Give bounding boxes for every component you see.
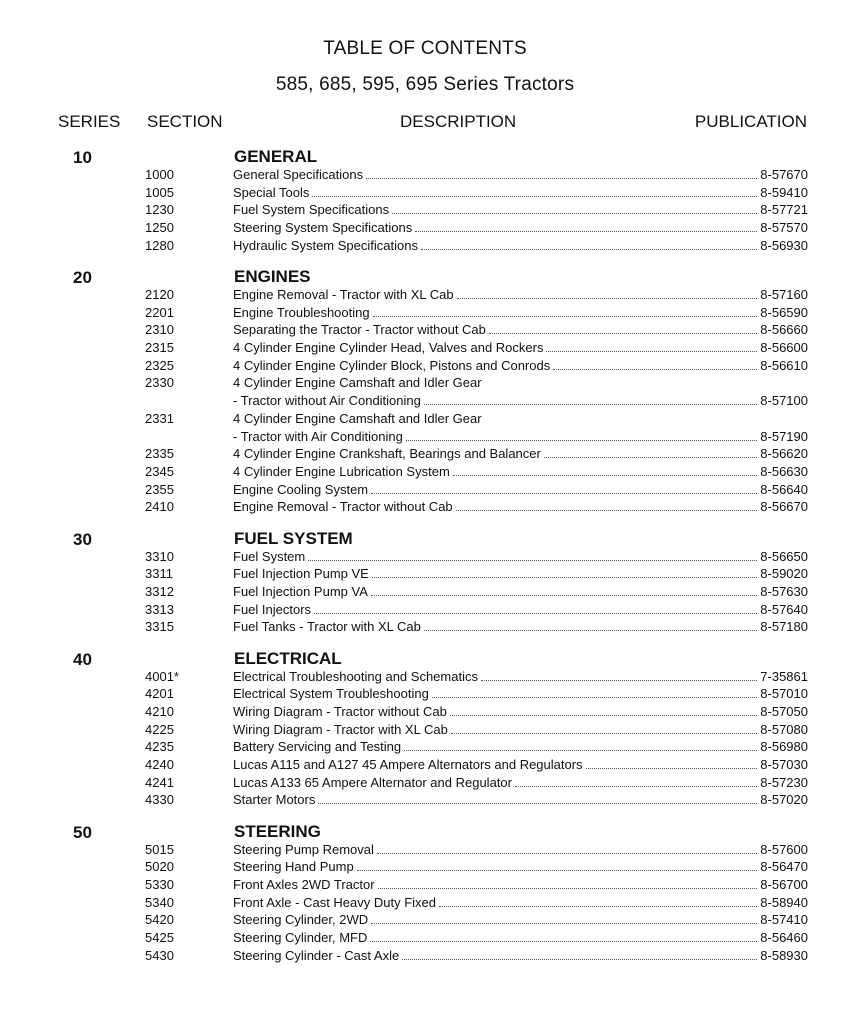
description-line — [233, 357, 808, 375]
toc-group — [0, 822, 850, 965]
toc-row — [0, 481, 850, 499]
dot-leader — [450, 705, 757, 716]
section-number: 2335 — [145, 446, 174, 462]
section-number: 4225 — [145, 721, 174, 737]
toc-group — [0, 147, 850, 254]
description-text: Lucas A133 65 Ampere Alternator and Regulator — [233, 774, 512, 790]
publication-number: 8-57410 — [760, 912, 808, 928]
dot-leader — [371, 913, 757, 924]
dot-leader — [421, 239, 757, 250]
section-number: 4201 — [145, 686, 174, 702]
dot-leader — [404, 740, 757, 751]
section-number: 2330 — [145, 375, 174, 391]
description-line — [233, 858, 808, 876]
toc-row — [0, 321, 850, 339]
column-header-publication: PUBLICATION — [694, 112, 807, 131]
toc-group — [0, 649, 850, 810]
toc-row — [0, 286, 850, 304]
toc-row — [0, 357, 850, 375]
description-text: Steering Cylinder - Cast Axle — [233, 947, 400, 963]
dot-leader — [481, 670, 757, 681]
dot-leader — [515, 776, 757, 787]
description-text: Separating the Tractor - Tractor without Cab — [233, 322, 486, 338]
description-text: Electrical System Troubleshooting — [233, 686, 429, 702]
section-number: 2315 — [145, 340, 174, 356]
dot-leader — [372, 567, 757, 578]
dot-leader — [439, 896, 757, 907]
section-number: 3315 — [145, 619, 174, 635]
section-number: 2331 — [145, 410, 174, 426]
publication-number: 8-56590 — [760, 304, 808, 320]
description-text: 4 Cylinder Engine Lubrication System — [233, 463, 450, 479]
toc-row — [0, 445, 850, 463]
description-line — [233, 929, 808, 947]
section-number: 4240 — [145, 757, 174, 773]
description-line — [233, 237, 808, 255]
publication-number: 8-57230 — [760, 774, 808, 790]
description-line — [233, 721, 808, 739]
toc-row — [0, 894, 850, 912]
section-number: 4001* — [145, 668, 179, 684]
publication-number: 8-57600 — [760, 841, 808, 857]
description-line — [233, 703, 808, 721]
toc-row — [0, 374, 850, 392]
series-number: 50 — [73, 822, 92, 842]
toc-row — [0, 668, 850, 686]
publication-number: 8-57640 — [760, 601, 808, 617]
toc-row — [0, 721, 850, 739]
publication-number: 8-57721 — [760, 202, 808, 218]
publication-number: 8-57190 — [760, 428, 808, 444]
publication-number: 8-56930 — [760, 237, 808, 253]
publication-number: 8-56640 — [760, 481, 808, 497]
dot-leader — [451, 723, 757, 734]
dot-leader — [553, 359, 757, 370]
toc-row — [0, 601, 850, 619]
section-number: 5420 — [145, 912, 174, 928]
description-text: Wiring Diagram - Tractor with XL Cab — [233, 721, 448, 737]
toc-row — [0, 201, 850, 219]
publication-number: 8-57160 — [760, 287, 808, 303]
section-number: 3313 — [145, 601, 174, 617]
section-number: 2345 — [145, 463, 174, 479]
dot-leader — [489, 323, 757, 334]
dot-leader — [546, 341, 757, 352]
description-text: Hydraulic System Specifications — [233, 237, 418, 253]
description-line — [233, 876, 808, 894]
publication-number: 8-57100 — [760, 393, 808, 409]
section-number: 2120 — [145, 287, 174, 303]
description-text: 4 Cylinder Engine Cylinder Head, Valves and Rockers — [233, 340, 544, 356]
description-text: Steering Pump Removal — [233, 841, 374, 857]
description-text: General Specifications — [233, 167, 364, 182]
toc-row — [0, 166, 850, 184]
description-text: Battery Servicing and Testing — [233, 739, 402, 755]
dot-leader — [314, 603, 757, 614]
toc-row — [0, 237, 850, 255]
section-number: 2410 — [145, 499, 174, 515]
group-title: STEERING — [234, 821, 321, 841]
toc-row — [0, 618, 850, 636]
section-number: 4241 — [145, 774, 174, 790]
section-number: 5430 — [145, 947, 174, 963]
toc-group — [0, 267, 850, 516]
description-text: Front Axle - Cast Heavy Duty Fixed — [233, 894, 437, 910]
toc-row — [0, 583, 850, 601]
publication-number: 8-57670 — [760, 167, 808, 182]
table-of-contents — [0, 147, 850, 977]
series-number: 10 — [73, 148, 92, 167]
section-number: 4210 — [145, 703, 174, 719]
section-number: 5020 — [145, 859, 174, 875]
dot-leader — [357, 860, 758, 871]
description-line — [233, 339, 808, 357]
section-number: 3311 — [145, 566, 173, 582]
toc-row — [0, 392, 850, 410]
toc-row — [0, 548, 850, 566]
publication-number: 8-57020 — [760, 792, 808, 808]
dot-leader — [312, 186, 757, 197]
section-number: 5015 — [145, 841, 174, 857]
description-line — [233, 321, 808, 339]
publication-number: 8-57050 — [760, 703, 808, 719]
toc-row — [0, 911, 850, 929]
toc-row — [0, 703, 850, 721]
publication-number: 8-56660 — [760, 322, 808, 338]
description-text: Engine Troubleshooting — [233, 304, 370, 320]
dot-leader — [371, 483, 757, 494]
description-text: - Tractor without Air Conditioning — [233, 393, 421, 409]
description-line — [233, 565, 808, 583]
column-header-series: SERIES — [58, 112, 121, 131]
description-text: Steering Hand Pump — [233, 859, 354, 875]
toc-row — [0, 685, 850, 703]
section-number: 4330 — [145, 792, 174, 808]
publication-number: 8-57010 — [760, 686, 808, 702]
dot-leader — [378, 878, 758, 889]
description-text: Engine Removal - Tractor without Cab — [233, 499, 453, 515]
toc-row — [0, 428, 850, 446]
group-title: ENGINES — [234, 267, 311, 287]
description-line — [233, 463, 808, 481]
publication-number: 8-59020 — [760, 566, 808, 582]
description-text: Steering Cylinder, MFD — [233, 930, 368, 946]
publication-number: 8-57570 — [760, 220, 808, 236]
description-text: Fuel System Specifications — [233, 202, 390, 218]
series-number: 20 — [73, 268, 92, 288]
group-title: ELECTRICAL — [234, 648, 342, 668]
description-line — [233, 618, 808, 636]
description-line — [233, 668, 808, 686]
section-number: 1250 — [145, 220, 174, 236]
description-line — [233, 428, 808, 446]
publication-number: 8-56600 — [760, 340, 808, 356]
section-number: 5330 — [145, 877, 174, 893]
publication-number: 8-59410 — [760, 184, 808, 200]
dot-leader — [308, 550, 757, 561]
section-number: 5340 — [145, 894, 174, 910]
section-number: 4235 — [145, 739, 174, 755]
description-line — [233, 498, 808, 516]
column-header-section: SECTION — [147, 112, 223, 131]
section-number: 1005 — [145, 184, 174, 200]
dot-leader — [424, 620, 757, 631]
publication-number: 7-35861 — [760, 668, 808, 684]
description-text: 4 Cylinder Engine Camshaft and Idler Gear — [233, 375, 482, 391]
publication-number: 8-57630 — [760, 583, 808, 599]
description-text: Fuel Injection Pump VA — [233, 583, 368, 599]
description-text: Steering System Specifications — [233, 220, 413, 236]
dot-leader — [371, 585, 757, 596]
dot-leader — [370, 931, 757, 942]
section-number: 1230 — [145, 202, 174, 218]
dot-leader — [453, 465, 758, 476]
publication-number: 8-56670 — [760, 499, 808, 515]
publication-number: 8-58940 — [760, 894, 808, 910]
section-number: 3312 — [145, 583, 174, 599]
description-line — [233, 947, 808, 965]
description-text: Lucas A115 and A127 45 Ampere Alternators and Regulators — [233, 757, 583, 773]
toc-row — [0, 774, 850, 792]
description-line — [233, 445, 808, 463]
description-text: Engine Removal - Tractor with XL Cab — [233, 287, 454, 303]
toc-row — [0, 858, 850, 876]
description-line — [233, 392, 808, 410]
section-number: 2310 — [145, 322, 174, 338]
toc-row — [0, 463, 850, 481]
description-line — [233, 791, 808, 809]
section-number: 2355 — [145, 481, 174, 497]
description-text: Steering Cylinder, 2WD — [233, 912, 369, 928]
publication-number: 8-56980 — [760, 739, 808, 755]
description-line — [233, 774, 808, 792]
publication-number: 8-56650 — [760, 548, 808, 564]
description-text: Fuel System — [233, 548, 306, 564]
page-title: TABLE OF CONTENTS — [323, 38, 527, 59]
publication-number: 8-56610 — [760, 357, 808, 373]
toc-group — [0, 529, 850, 636]
description-line — [233, 201, 808, 219]
dot-leader — [544, 447, 757, 458]
description-line — [233, 374, 808, 392]
section-number: 1280 — [145, 237, 174, 253]
publication-number: 8-56700 — [760, 877, 808, 893]
dot-leader — [456, 500, 758, 511]
description-line — [233, 166, 808, 184]
dot-leader — [432, 687, 757, 698]
column-header-description: DESCRIPTION — [400, 112, 517, 131]
publication-number: 8-56470 — [760, 859, 808, 875]
toc-row — [0, 304, 850, 322]
publication-number: 8-58930 — [760, 947, 808, 963]
publication-number: 8-57180 — [760, 619, 808, 635]
toc-row — [0, 929, 850, 947]
toc-row — [0, 565, 850, 583]
dot-leader — [457, 288, 758, 299]
description-text: Fuel Injection Pump VE — [233, 566, 369, 582]
description-line — [233, 894, 808, 912]
description-text: 4 Cylinder Engine Camshaft and Idler Gear — [233, 410, 482, 426]
section-number: 5425 — [145, 930, 174, 946]
description-line — [233, 184, 808, 202]
dot-leader — [402, 949, 757, 960]
dot-leader — [424, 394, 757, 405]
publication-number: 8-57080 — [760, 721, 808, 737]
series-number: 30 — [73, 529, 92, 549]
publication-number: 8-56620 — [760, 446, 808, 462]
description-line — [233, 911, 808, 929]
description-line — [233, 219, 808, 237]
description-line — [233, 548, 808, 566]
toc-row — [0, 498, 850, 516]
toc-row — [0, 756, 850, 774]
description-line — [233, 304, 808, 322]
description-text: Engine Cooling System — [233, 481, 369, 497]
section-number: 2325 — [145, 357, 174, 373]
dot-leader — [406, 430, 757, 441]
dot-leader — [318, 793, 757, 804]
section-number: 3310 — [145, 548, 174, 564]
section-number: 2201 — [145, 304, 174, 320]
toc-row — [0, 339, 850, 357]
description-text: 4 Cylinder Engine Cylinder Block, Pistons and Conrods — [233, 357, 551, 373]
description-text: Wiring Diagram - Tractor without Cab — [233, 703, 447, 719]
toc-row — [0, 184, 850, 202]
toc-row — [0, 947, 850, 965]
page-subtitle: 585, 685, 595, 695 Series Tractors — [275, 74, 575, 95]
description-text: Fuel Tanks - Tractor with XL Cab — [233, 619, 421, 635]
toc-row — [0, 738, 850, 756]
toc-row — [0, 841, 850, 859]
description-line — [233, 481, 808, 499]
group-title: FUEL SYSTEM — [234, 528, 353, 548]
dot-leader — [586, 758, 758, 769]
toc-row — [0, 219, 850, 237]
toc-row — [0, 791, 850, 809]
dot-leader — [373, 306, 758, 317]
series-number: 40 — [73, 649, 92, 669]
section-number: 1000 — [145, 167, 174, 182]
publication-number: 8-56630 — [760, 463, 808, 479]
description-line — [233, 738, 808, 756]
description-text: Special Tools — [233, 184, 310, 200]
description-line — [233, 583, 808, 601]
description-line — [233, 286, 808, 304]
toc-row — [0, 876, 850, 894]
publication-number: 8-57030 — [760, 757, 808, 773]
group-title: GENERAL — [234, 147, 318, 166]
dot-leader — [377, 843, 757, 854]
description-line — [233, 601, 808, 619]
description-line — [233, 410, 808, 428]
description-line — [233, 841, 808, 859]
publication-number: 8-56460 — [760, 930, 808, 946]
description-text: Starter Motors — [233, 792, 316, 808]
description-text: 4 Cylinder Engine Crankshaft, Bearings and Balancer — [233, 446, 541, 462]
dot-leader — [415, 221, 757, 232]
toc-row — [0, 410, 850, 428]
dot-leader — [366, 168, 757, 179]
description-text: Front Axles 2WD Tractor — [233, 877, 375, 893]
description-text: Electrical Troubleshooting and Schematics — [233, 668, 478, 684]
dot-leader — [392, 203, 757, 214]
description-line — [233, 756, 808, 774]
description-line — [233, 685, 808, 703]
description-text: - Tractor with Air Conditioning — [233, 428, 403, 444]
description-text: Fuel Injectors — [233, 601, 312, 617]
